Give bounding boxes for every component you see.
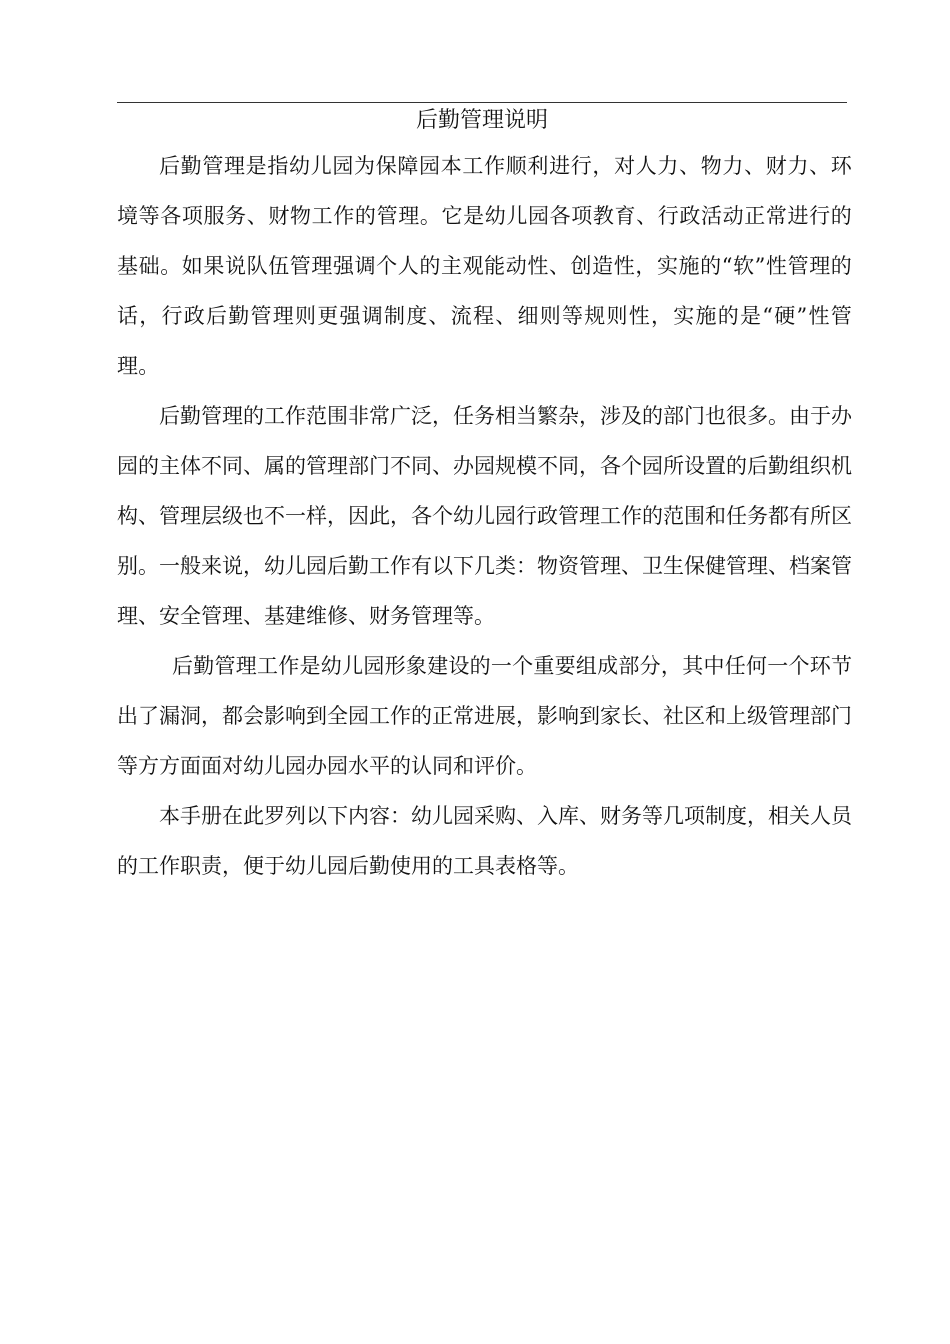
paragraph-contents: 本手册在此罗列以下内容：幼儿园采购、入库、财务等几项制度，相关人员的工作职责，便于幼儿园后勤使用的工具表格等。	[117, 804, 852, 878]
paragraph-importance: 后勤管理工作是幼儿园形象建设的一个重要组成部分，其中任何一个环节出了漏洞，都会影响到全园工作的正常进展，影响到家长、社区和上级管理部门等方方面面对幼儿园办园水平的认同和评价。	[117, 654, 852, 778]
paragraph-scope: 后勤管理的工作范围非常广泛，任务相当繁杂，涉及的部门也很多。由于办园的主体不同、属的管理部门不同、办园规模不同，各个园所设置的后勤组织机构、管理层级也不一样，因此，各个幼儿园行政管理工作的范围和任务都有所区别。一般来说，幼儿园后勤工作有以下几类：物资管理、卫生保健管理、档案管理、安全管理、基建维修、财务管理等。	[117, 404, 852, 628]
document-body	[117, 141, 852, 891]
document-title: 后勤管理说明	[415, 108, 548, 133]
paragraph-intro: 后勤管理是指幼儿园为保障园本工作顺利进行，对人力、物力、财力、环境等各项服务、财物工作的管理。它是幼儿园各项教育、行政活动正常进行的基础。如果说队伍管理强调个人的主观能动性、创造性，实施的“软”性管理的话，行政后勤管理则更强调制度、流程、细则等规则性，实施的是“硬”性管理。	[117, 154, 852, 378]
